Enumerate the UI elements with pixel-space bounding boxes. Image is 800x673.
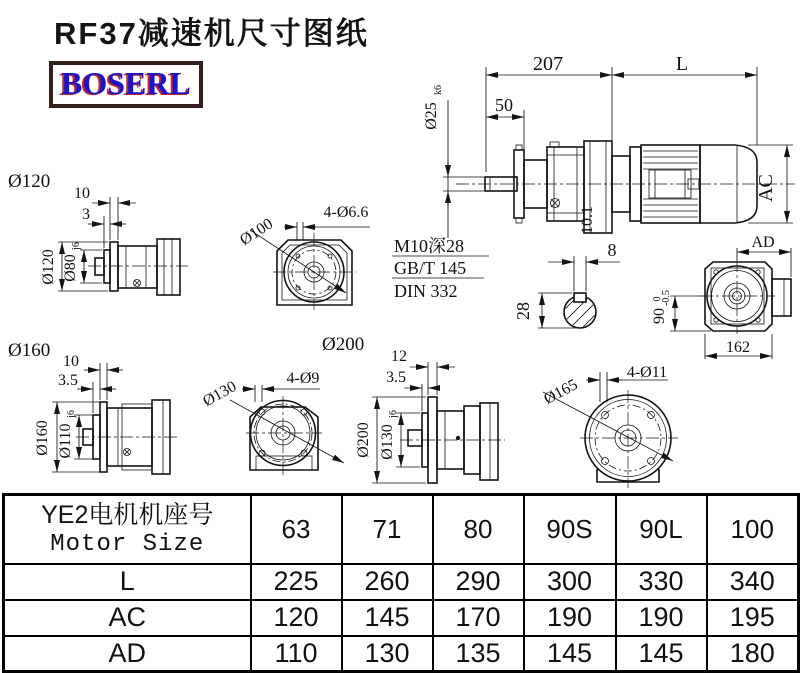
dim-AC: AC bbox=[755, 174, 777, 202]
row-label-L: L bbox=[4, 564, 251, 600]
dim-inner-10-1: 10.1 bbox=[579, 206, 596, 234]
dim-holes-11: 4-Ø11 bbox=[626, 364, 668, 381]
label-flange-200: Ø200 bbox=[322, 334, 365, 355]
header-en: Motor Size bbox=[50, 531, 205, 559]
main-view-dimensions bbox=[392, 53, 793, 301]
dim-spigot-dia-110: Ø110 bbox=[57, 423, 74, 459]
label-flange-120: Ø120 bbox=[8, 171, 51, 192]
dim-120-step: 3 bbox=[82, 206, 90, 223]
dim-207: 207 bbox=[533, 53, 563, 75]
dim-key-width: 8 bbox=[607, 240, 617, 260]
table-cell: 190 bbox=[524, 600, 616, 636]
standard-note-gbt: GB/T 145 bbox=[394, 258, 467, 278]
shaft-key-section bbox=[513, 240, 620, 332]
page-title: RF37减速机尺寸图纸 bbox=[54, 16, 369, 51]
standard-note-din: DIN 332 bbox=[394, 281, 458, 301]
table-cell: 195 bbox=[707, 600, 799, 636]
table-cell: 135 bbox=[433, 636, 524, 672]
table-cell: 330 bbox=[616, 564, 707, 600]
col-header-80: 80 bbox=[433, 495, 524, 564]
front-view-130 bbox=[200, 334, 364, 476]
table-cell: 225 bbox=[251, 564, 342, 600]
table-cell: 170 bbox=[433, 600, 524, 636]
table-cell: 145 bbox=[524, 636, 616, 672]
table-cell: 145 bbox=[616, 636, 707, 672]
dim-flange-dia-200: Ø200 bbox=[355, 422, 372, 458]
dim-162: 162 bbox=[726, 339, 750, 356]
dim-L: L bbox=[675, 53, 689, 75]
dim-AD: AD bbox=[751, 234, 775, 251]
brand-logo: BOSERL bbox=[49, 61, 203, 108]
dim-50: 50 bbox=[495, 95, 513, 115]
dim-90-tol-upper: 0 bbox=[652, 296, 663, 302]
motor-rear-view bbox=[651, 234, 791, 359]
front-view-165 bbox=[541, 364, 678, 488]
table-cell: 180 bbox=[707, 636, 799, 672]
dim-flange-dia-120: Ø120 bbox=[40, 249, 57, 285]
table-cell: 145 bbox=[342, 600, 433, 636]
dim-spigot-fit-130: j6 bbox=[388, 410, 399, 418]
table-cell: 120 bbox=[251, 600, 342, 636]
table-header-motor-size bbox=[4, 495, 251, 564]
dim-200-step: 3.5 bbox=[386, 369, 406, 386]
table-cell: 190 bbox=[616, 600, 707, 636]
dim-flange-dia-160: Ø160 bbox=[34, 420, 51, 456]
table-cell: 130 bbox=[342, 636, 433, 672]
dim-200-thickness: 12 bbox=[391, 348, 407, 365]
row-label-AC: AC bbox=[4, 600, 251, 636]
dim-holes-9: 4-Ø9 bbox=[286, 370, 320, 387]
table-cell: 340 bbox=[707, 564, 799, 600]
dim-shaft-dia: Ø25 bbox=[423, 102, 440, 130]
thread-note: M10深28 bbox=[394, 236, 465, 256]
dim-spigot-dia-130: Ø130 bbox=[379, 424, 396, 460]
table-cell: 290 bbox=[433, 564, 524, 600]
col-header-90S: 90S bbox=[524, 495, 616, 564]
row-label-AD: AD bbox=[4, 636, 251, 672]
table-cell: 110 bbox=[251, 636, 342, 672]
flange-120-side-view bbox=[8, 171, 188, 295]
dim-shaft-fit: k6 bbox=[433, 85, 444, 95]
flange-200-side-view bbox=[355, 348, 505, 483]
header-cn: YE2电机机座号 bbox=[41, 500, 214, 529]
dim-bolt-circle-100: Ø100 bbox=[237, 215, 277, 250]
flange-160-side-view bbox=[8, 340, 178, 474]
dim-spigot-fit-110: j6 bbox=[66, 410, 77, 418]
main-side-view bbox=[456, 141, 795, 233]
table-cell: 300 bbox=[524, 564, 616, 600]
col-header-71: 71 bbox=[342, 495, 433, 564]
dim-section-height: 28 bbox=[513, 302, 533, 320]
dim-90: 90 bbox=[651, 308, 668, 324]
dim-160-thickness: 10 bbox=[63, 353, 79, 370]
dim-bolt-circle-165: Ø165 bbox=[541, 376, 581, 408]
dim-spigot-dia-80: Ø80 bbox=[62, 254, 79, 282]
dim-holes-6-6: 4-Ø6.6 bbox=[323, 204, 369, 221]
table-cell: 260 bbox=[342, 564, 433, 600]
col-header-90L: 90L bbox=[616, 495, 707, 564]
col-header-63: 63 bbox=[251, 495, 342, 564]
dim-90-tol-lower: -0.5 bbox=[661, 290, 672, 306]
dim-bolt-circle-130: Ø130 bbox=[200, 378, 240, 411]
label-flange-160: Ø160 bbox=[8, 340, 51, 361]
dim-160-step: 3.5 bbox=[58, 372, 78, 389]
motor-spec-table bbox=[2, 493, 800, 673]
dim-120-thickness: 10 bbox=[74, 185, 90, 202]
col-header-100: 100 bbox=[707, 495, 799, 564]
dim-spigot-fit-80: j6 bbox=[71, 242, 82, 250]
front-view-100 bbox=[237, 204, 370, 310]
